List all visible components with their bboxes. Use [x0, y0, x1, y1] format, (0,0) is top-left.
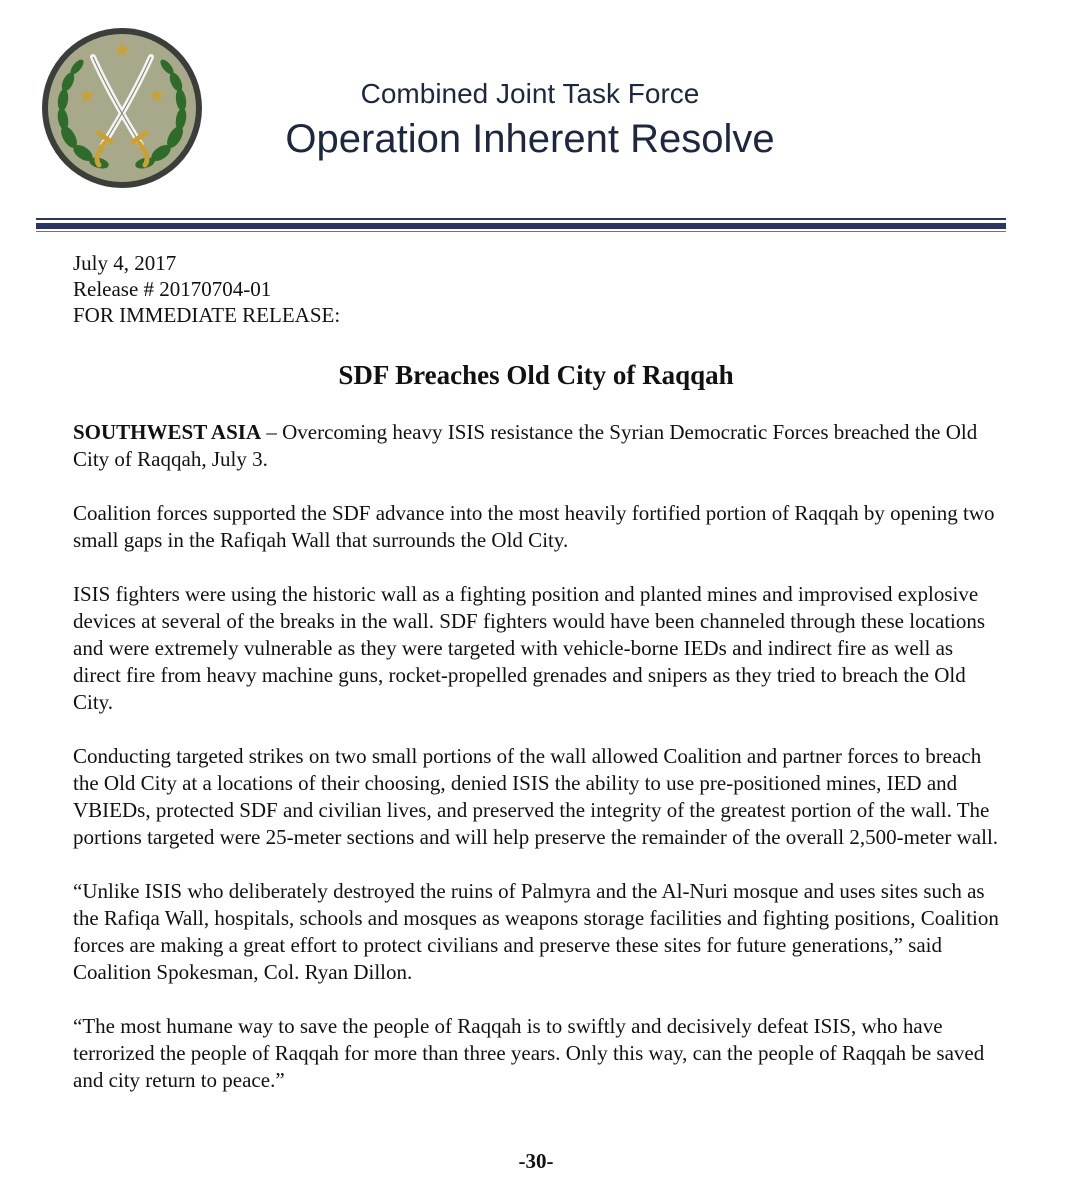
end-mark: -30-	[518, 1149, 554, 1173]
header-rule-thick	[36, 223, 1006, 229]
release-meta	[73, 250, 340, 328]
header-rule-bottom	[36, 231, 1006, 232]
paragraph-2: Coalition forces supported the SDF advance into the most heavily fortified portion of Raqqah by opening two small gaps in the Rafiqah Wall that surrounds the Old City.	[73, 501, 995, 552]
header-rule-top	[36, 218, 1006, 220]
page-title: SDF Breaches Old City of Raqqah	[338, 360, 734, 390]
release-date: July 4, 2017	[73, 251, 177, 275]
swords-wreath-seal-icon	[41, 27, 203, 189]
paragraph-3: ISIS fighters were using the historic wall as a fighting position and planted mines and improvised explosive devices at several of the breaks in the wall. SDF fighters would have been channeled through these locations and were extremely vulnerable as they were targeted with vehicle-borne IEDs and indirect fire as well as direct fire from heavy machine guns, rocket-propelled grenades and snipers as they tried to breach the Old City.	[73, 582, 986, 714]
org-name-line1: Combined Joint Task Force	[360, 78, 700, 109]
paragraph-1-text: – Overcoming heavy ISIS resistance the Syrian Democratic Forces breached the Old City of Raqqah, July 3.	[73, 420, 978, 471]
paragraph-4: Conducting targeted strikes on two small portions of the wall allowed Coalition and partner forces to breach the Old City at a locations of their choosing, denied ISIS the ability to use pre-positioned mines, IED and VBIEDs, protected SDF and civilian lives, and preserved the integrity of the greatest portion of the wall. The portions targeted were 25-meter sections and will help preserve the remainder of the overall 2,500-meter wall.	[73, 744, 999, 849]
paragraph-1	[73, 419, 1003, 473]
paragraph-5: “Unlike ISIS who deliberately destroyed the ruins of Palmyra and the Al-Nuri mosque and uses sites such as the Rafiqa Wall, hospitals, schools and mosques as weapons storage facilities and fighting positions, Coalition forces are making a great effort to protect civilians and preserve these sites for future generations,” said Coalition Spokesman, Col. Ryan Dillon.	[73, 879, 999, 984]
paragraph-6: “The most humane way to save the people of Raqqah is to swiftly and decisively defeat ISIS, who have terrorized the people of Raqqah for more than three years. Only this way, can the people of Raqqah be saved and city return to peace.”	[73, 1014, 985, 1092]
release-number: Release # 20170704-01	[73, 277, 272, 301]
org-name-line2: Operation Inherent Resolve	[285, 117, 775, 161]
release-status: FOR IMMEDIATE RELEASE:	[73, 303, 341, 327]
press-release-body	[73, 419, 1003, 1121]
dateline: SOUTHWEST ASIA	[73, 420, 262, 444]
organization-header	[230, 76, 830, 164]
